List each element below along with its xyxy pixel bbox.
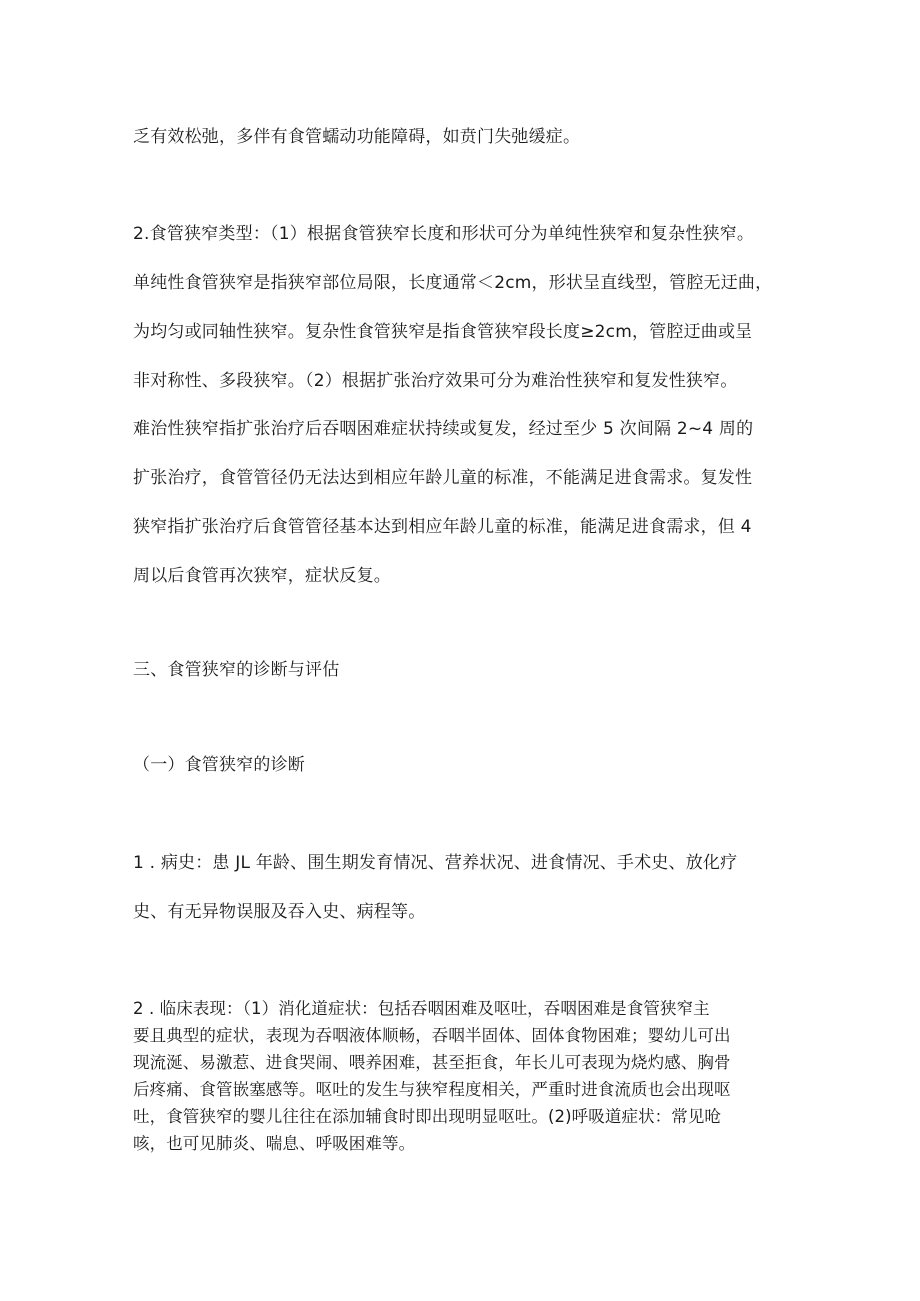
paragraph-line: 难治性狭窄指扩张治疗后吞咽困难症状持续或复发，经过至少 5 次间隔 2~4 周的: [133, 419, 754, 439]
paragraph-line: 1 . 病史：患 JL 年龄、围生期发育情况、营养状况、进食情况、手术史、放化疗: [133, 853, 738, 873]
paragraph-line: 咳，也可见肺炎、喘息、呼吸困难等。: [133, 1134, 416, 1153]
paragraph-line: 扩张治疗，食管管径仍无法达到相应年龄儿童的标准，不能满足进食需求。复发性: [133, 468, 753, 488]
paragraph-line: 狭窄指扩张治疗后食管管径基本达到相应年龄儿童的标准，能满足进食需求，但 4: [133, 517, 752, 537]
paragraph-line: 现流涎、易激惹、进食哭闹、喂养困难，甚至拒食，年长儿可表现为烧灼感、胸骨: [133, 1053, 731, 1072]
paragraph-line: 周以后食管再次狭窄，症状反复。: [133, 566, 391, 586]
subsection-heading: （一）食管狭窄的诊断: [133, 755, 305, 775]
paragraph-line: 后疼痛、食管嵌塞感等。呕吐的发生与狭窄程度相关，严重时进食流质也会出现呕: [133, 1080, 731, 1099]
paragraph-line: 吐，食管狭窄的婴儿往往在添加辅食时即出现明显呕吐。(2)呼吸道症状：常见呛: [133, 1107, 722, 1126]
paragraph-line: 2 . 临床表现：（1）消化道症状：包括吞咽困难及呕吐，吞咽困难是食管狭窄主: [133, 999, 710, 1018]
paragraph-line: 单纯性食管狭窄是指狭窄部位局限，长度通常＜2cm，形状呈直线型，管腔无迂曲，: [133, 273, 773, 293]
paragraph-line: 乏有效松弛，多伴有食管蠕动功能障碍，如贲门失弛缓症。: [133, 127, 581, 147]
paragraph-line: 非对称性、多段狭窄。（2）根据扩张治疗效果可分为难治性狭窄和复发性狭窄。: [133, 371, 738, 391]
paragraph-line: 史、有无异物误服及吞入史、病程等。: [133, 902, 426, 922]
paragraph-line: 要且典型的症状，表现为吞咽液体顺畅，吞咽半固体、固体食物困难；婴幼儿可出: [133, 1026, 731, 1045]
section-heading: 三、食管狭窄的诊断与评估: [133, 660, 340, 680]
paragraph-line: 2.食管狭窄类型：（1）根据食管狭窄长度和形状可分为单纯性狭窄和复杂性狭窄。: [133, 224, 755, 244]
paragraph-line: 为均匀或同轴性狭窄。复杂性食管狭窄是指食管狭窄段长度≥2cm，管腔迂曲或呈: [133, 322, 753, 342]
